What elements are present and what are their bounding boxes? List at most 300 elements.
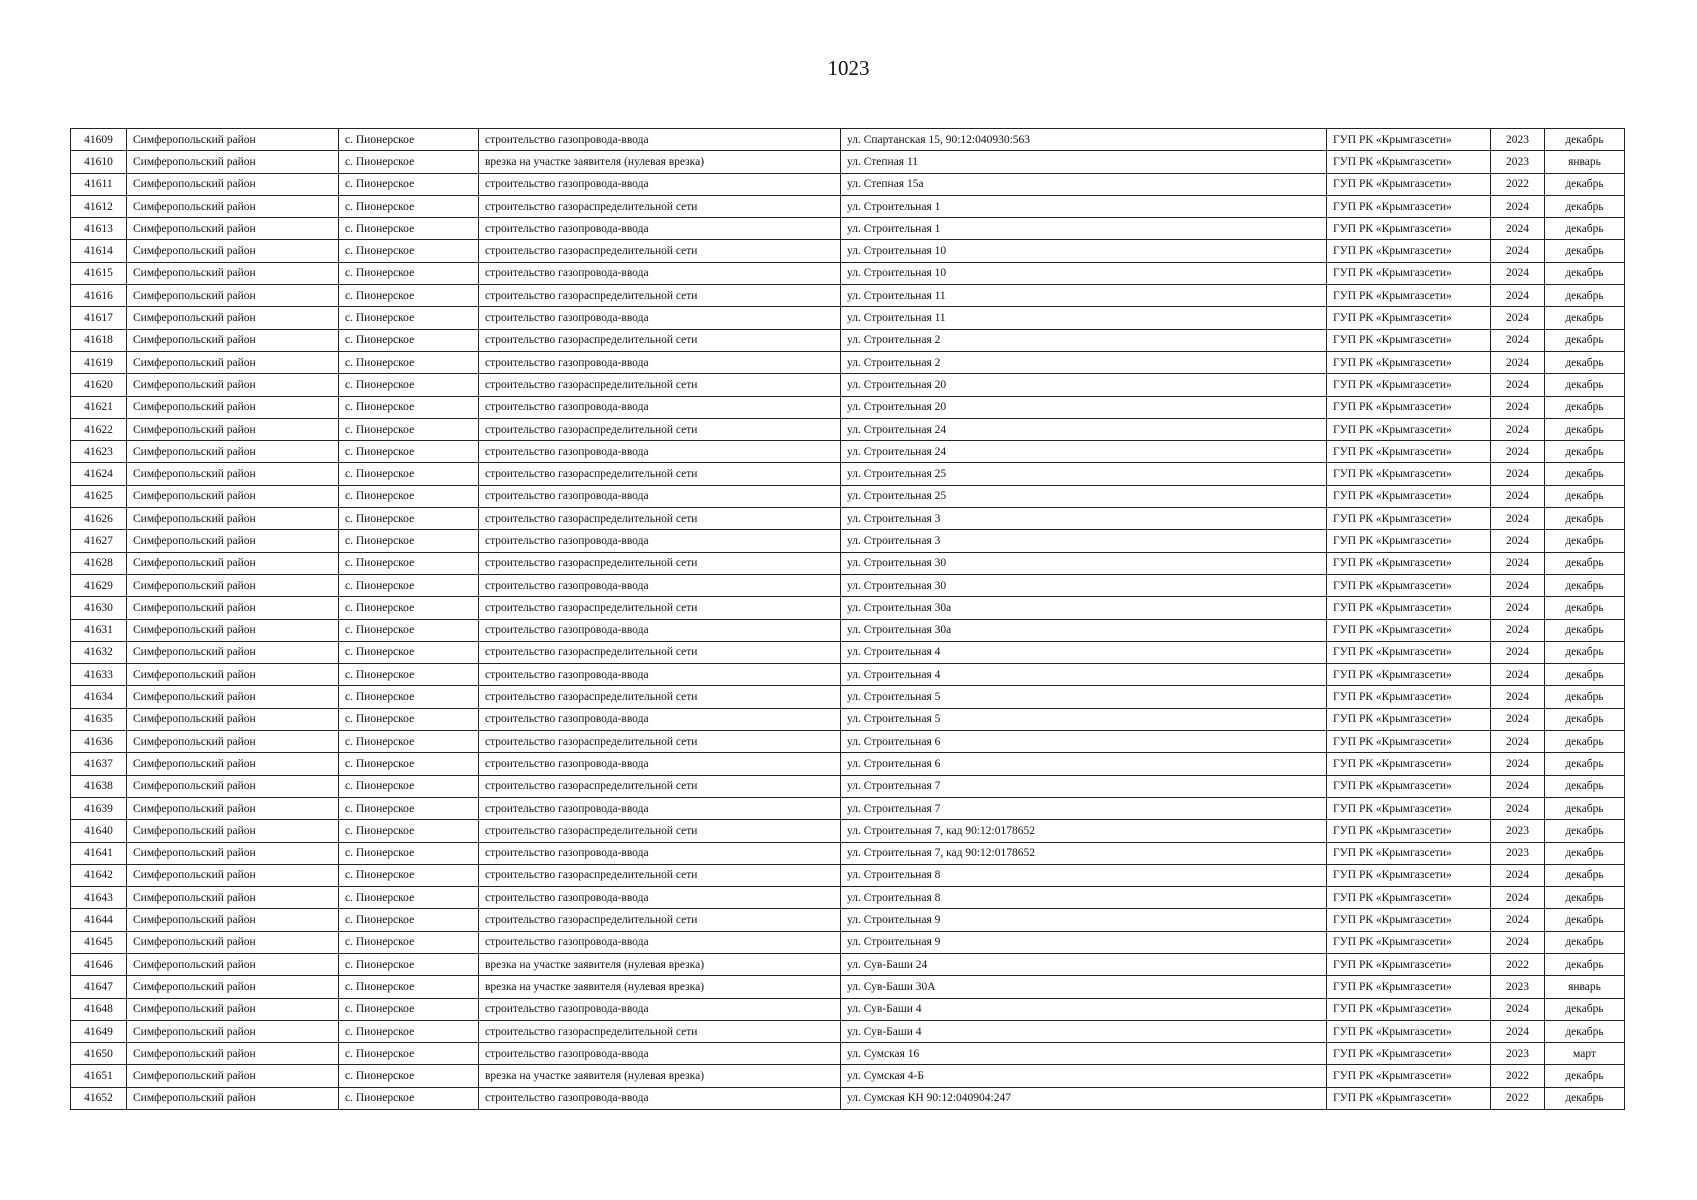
month-cell: декабрь (1545, 664, 1625, 686)
table-row (71, 820, 1625, 842)
year-cell: 2024 (1491, 195, 1545, 217)
month-cell: декабрь (1545, 396, 1625, 418)
work-type-cell: строительство газораспределительной сети (479, 508, 841, 530)
village-cell: с. Пионерское (339, 218, 479, 240)
district-cell: Симферопольский район (127, 976, 339, 998)
work-type-cell: строительство газораспределительной сети (479, 686, 841, 708)
district-cell: Симферопольский район (127, 998, 339, 1020)
village-cell: с. Пионерское (339, 820, 479, 842)
work-type-cell: строительство газопровода-ввода (479, 218, 841, 240)
village-cell: с. Пионерское (339, 173, 479, 195)
row-number-cell: 41637 (71, 753, 127, 775)
organization-cell: ГУП РК «Крымгазсети» (1327, 619, 1491, 641)
month-cell: декабрь (1545, 307, 1625, 329)
year-cell: 2024 (1491, 329, 1545, 351)
address-cell: ул. Строительная 3 (841, 530, 1327, 552)
year-cell: 2024 (1491, 351, 1545, 373)
month-cell: декабрь (1545, 998, 1625, 1020)
village-cell: с. Пионерское (339, 262, 479, 284)
year-cell: 2024 (1491, 931, 1545, 953)
organization-cell: ГУП РК «Крымгазсети» (1327, 441, 1491, 463)
year-cell: 2023 (1491, 820, 1545, 842)
district-cell: Симферопольский район (127, 931, 339, 953)
work-type-cell: строительство газораспределительной сети (479, 418, 841, 440)
month-cell: декабрь (1545, 864, 1625, 886)
organization-cell: ГУП РК «Крымгазсети» (1327, 753, 1491, 775)
table-row (71, 307, 1625, 329)
row-number-cell: 41633 (71, 664, 127, 686)
row-number-cell: 41610 (71, 151, 127, 173)
organization-cell: ГУП РК «Крымгазсети» (1327, 775, 1491, 797)
district-cell: Симферопольский район (127, 797, 339, 819)
district-cell: Симферопольский район (127, 173, 339, 195)
year-cell: 2022 (1491, 953, 1545, 975)
organization-cell: ГУП РК «Крымгазсети» (1327, 307, 1491, 329)
work-type-cell: строительство газопровода-ввода (479, 797, 841, 819)
month-cell: декабрь (1545, 887, 1625, 909)
address-cell: ул. Строительная 11 (841, 285, 1327, 307)
district-cell: Симферопольский район (127, 396, 339, 418)
row-number-cell: 41648 (71, 998, 127, 1020)
work-type-cell: строительство газопровода-ввода (479, 1043, 841, 1065)
table-row (71, 374, 1625, 396)
year-cell: 2024 (1491, 1020, 1545, 1042)
address-cell: ул. Строительная 2 (841, 329, 1327, 351)
month-cell: декабрь (1545, 686, 1625, 708)
district-cell: Симферопольский район (127, 574, 339, 596)
village-cell: с. Пионерское (339, 129, 479, 151)
table-row (71, 195, 1625, 217)
month-cell: декабрь (1545, 597, 1625, 619)
row-number-cell: 41634 (71, 686, 127, 708)
district-cell: Симферопольский район (127, 374, 339, 396)
village-cell: с. Пионерское (339, 976, 479, 998)
village-cell: с. Пионерское (339, 686, 479, 708)
address-cell: ул. Строительная 8 (841, 887, 1327, 909)
district-cell: Симферопольский район (127, 262, 339, 284)
address-cell: ул. Строительная 30 (841, 552, 1327, 574)
organization-cell: ГУП РК «Крымгазсети» (1327, 953, 1491, 975)
organization-cell: ГУП РК «Крымгазсети» (1327, 731, 1491, 753)
year-cell: 2023 (1491, 842, 1545, 864)
table-row (71, 909, 1625, 931)
month-cell: декабрь (1545, 195, 1625, 217)
address-cell: ул. Строительная 8 (841, 864, 1327, 886)
district-cell: Симферопольский район (127, 1065, 339, 1087)
month-cell: декабрь (1545, 441, 1625, 463)
address-cell: ул. Строительная 5 (841, 708, 1327, 730)
work-type-cell: врезка на участке заявителя (нулевая врезка) (479, 151, 841, 173)
work-type-cell: врезка на участке заявителя (нулевая врезка) (479, 1065, 841, 1087)
address-cell: ул. Сумская 16 (841, 1043, 1327, 1065)
row-number-cell: 41611 (71, 173, 127, 195)
work-type-cell: строительство газопровода-ввода (479, 441, 841, 463)
row-number-cell: 41625 (71, 485, 127, 507)
table-row (71, 708, 1625, 730)
table-row (71, 552, 1625, 574)
page-number: 1023 (827, 56, 870, 80)
table-row (71, 285, 1625, 307)
village-cell: с. Пионерское (339, 396, 479, 418)
work-type-cell: строительство газораспределительной сети (479, 240, 841, 262)
month-cell: декабрь (1545, 842, 1625, 864)
work-type-cell: строительство газопровода-ввода (479, 842, 841, 864)
row-number-cell: 41609 (71, 129, 127, 151)
district-cell: Симферопольский район (127, 909, 339, 931)
row-number-cell: 41613 (71, 218, 127, 240)
village-cell: с. Пионерское (339, 1043, 479, 1065)
month-cell: декабрь (1545, 953, 1625, 975)
district-cell: Симферопольский район (127, 195, 339, 217)
district-cell: Симферопольский район (127, 218, 339, 240)
address-cell: ул. Строительная 24 (841, 441, 1327, 463)
village-cell: с. Пионерское (339, 731, 479, 753)
month-cell: декабрь (1545, 374, 1625, 396)
row-number-cell: 41627 (71, 530, 127, 552)
organization-cell: ГУП РК «Крымгазсети» (1327, 998, 1491, 1020)
month-cell: декабрь (1545, 463, 1625, 485)
table-row (71, 619, 1625, 641)
work-type-cell: строительство газораспределительной сети (479, 909, 841, 931)
work-type-cell: строительство газопровода-ввода (479, 998, 841, 1020)
address-cell: ул. Сумская КН 90:12:040904:247 (841, 1087, 1327, 1109)
table-row (71, 463, 1625, 485)
table-row (71, 173, 1625, 195)
year-cell: 2024 (1491, 887, 1545, 909)
row-number-cell: 41626 (71, 508, 127, 530)
row-number-cell: 41629 (71, 574, 127, 596)
row-number-cell: 41643 (71, 887, 127, 909)
work-type-cell: строительство газораспределительной сети (479, 597, 841, 619)
month-cell: декабрь (1545, 753, 1625, 775)
organization-cell: ГУП РК «Крымгазсети» (1327, 418, 1491, 440)
work-type-cell: строительство газопровода-ввода (479, 262, 841, 284)
organization-cell: ГУП РК «Крымгазсети» (1327, 1020, 1491, 1042)
month-cell: декабрь (1545, 351, 1625, 373)
month-cell: декабрь (1545, 173, 1625, 195)
work-type-cell: строительство газопровода-ввода (479, 530, 841, 552)
table-row (71, 508, 1625, 530)
work-type-cell: строительство газопровода-ввода (479, 887, 841, 909)
district-cell: Симферопольский район (127, 530, 339, 552)
work-type-cell: строительство газопровода-ввода (479, 664, 841, 686)
district-cell: Симферопольский район (127, 151, 339, 173)
row-number-cell: 41614 (71, 240, 127, 262)
village-cell: с. Пионерское (339, 1020, 479, 1042)
row-number-cell: 41632 (71, 641, 127, 663)
organization-cell: ГУП РК «Крымгазсети» (1327, 820, 1491, 842)
address-cell: ул. Строительная 25 (841, 485, 1327, 507)
row-number-cell: 41640 (71, 820, 127, 842)
year-cell: 2024 (1491, 463, 1545, 485)
address-cell: ул. Строительная 6 (841, 731, 1327, 753)
year-cell: 2024 (1491, 864, 1545, 886)
row-number-cell: 41635 (71, 708, 127, 730)
month-cell: декабрь (1545, 1020, 1625, 1042)
work-type-cell: строительство газораспределительной сети (479, 195, 841, 217)
year-cell: 2024 (1491, 552, 1545, 574)
address-cell: ул. Строительная 11 (841, 307, 1327, 329)
month-cell: декабрь (1545, 775, 1625, 797)
row-number-cell: 41638 (71, 775, 127, 797)
table-row (71, 976, 1625, 998)
table-row (71, 953, 1625, 975)
village-cell: с. Пионерское (339, 953, 479, 975)
table-row (71, 1020, 1625, 1042)
work-type-cell: строительство газораспределительной сети (479, 775, 841, 797)
village-cell: с. Пионерское (339, 485, 479, 507)
year-cell: 2023 (1491, 976, 1545, 998)
year-cell: 2024 (1491, 285, 1545, 307)
organization-cell: ГУП РК «Крымгазсети» (1327, 396, 1491, 418)
year-cell: 2024 (1491, 641, 1545, 663)
row-number-cell: 41622 (71, 418, 127, 440)
month-cell: декабрь (1545, 285, 1625, 307)
address-cell: ул. Сув-Баши 24 (841, 953, 1327, 975)
organization-cell: ГУП РК «Крымгазсети» (1327, 1087, 1491, 1109)
table-row (71, 1043, 1625, 1065)
organization-cell: ГУП РК «Крымгазсети» (1327, 151, 1491, 173)
month-cell: декабрь (1545, 931, 1625, 953)
address-cell: ул. Строительная 10 (841, 240, 1327, 262)
village-cell: с. Пионерское (339, 887, 479, 909)
work-type-cell: строительство газораспределительной сети (479, 820, 841, 842)
table-row (71, 597, 1625, 619)
row-number-cell: 41631 (71, 619, 127, 641)
table-row (71, 1065, 1625, 1087)
address-cell: ул. Строительная 7 (841, 797, 1327, 819)
month-cell: декабрь (1545, 485, 1625, 507)
work-type-cell: строительство газораспределительной сети (479, 552, 841, 574)
year-cell: 2024 (1491, 708, 1545, 730)
month-cell: декабрь (1545, 574, 1625, 596)
month-cell: декабрь (1545, 731, 1625, 753)
year-cell: 2024 (1491, 240, 1545, 262)
village-cell: с. Пионерское (339, 329, 479, 351)
month-cell: декабрь (1545, 708, 1625, 730)
year-cell: 2024 (1491, 530, 1545, 552)
village-cell: с. Пионерское (339, 151, 479, 173)
row-number-cell: 41617 (71, 307, 127, 329)
address-cell: ул. Строительная 9 (841, 931, 1327, 953)
district-cell: Симферопольский район (127, 753, 339, 775)
table-row (71, 842, 1625, 864)
village-cell: с. Пионерское (339, 797, 479, 819)
row-number-cell: 41612 (71, 195, 127, 217)
village-cell: с. Пионерское (339, 195, 479, 217)
organization-cell: ГУП РК «Крымгазсети» (1327, 574, 1491, 596)
work-type-cell: строительство газораспределительной сети (479, 463, 841, 485)
village-cell: с. Пионерское (339, 463, 479, 485)
work-type-cell: строительство газопровода-ввода (479, 753, 841, 775)
work-type-cell: строительство газораспределительной сети (479, 731, 841, 753)
village-cell: с. Пионерское (339, 285, 479, 307)
table-row (71, 530, 1625, 552)
gasification-registry-table (70, 128, 1625, 1110)
row-number-cell: 41642 (71, 864, 127, 886)
work-type-cell: строительство газопровода-ввода (479, 1087, 841, 1109)
village-cell: с. Пионерское (339, 864, 479, 886)
table-row (71, 351, 1625, 373)
row-number-cell: 41615 (71, 262, 127, 284)
work-type-cell: строительство газораспределительной сети (479, 641, 841, 663)
district-cell: Симферопольский район (127, 1043, 339, 1065)
organization-cell: ГУП РК «Крымгазсети» (1327, 351, 1491, 373)
organization-cell: ГУП РК «Крымгазсети» (1327, 262, 1491, 284)
address-cell: ул. Строительная 25 (841, 463, 1327, 485)
work-type-cell: строительство газопровода-ввода (479, 351, 841, 373)
work-type-cell: врезка на участке заявителя (нулевая врезка) (479, 953, 841, 975)
village-cell: с. Пионерское (339, 508, 479, 530)
village-cell: с. Пионерское (339, 374, 479, 396)
address-cell: ул. Строительная 30 (841, 574, 1327, 596)
table-row (71, 129, 1625, 151)
month-cell: декабрь (1545, 329, 1625, 351)
work-type-cell: строительство газопровода-ввода (479, 619, 841, 641)
year-cell: 2022 (1491, 1087, 1545, 1109)
organization-cell: ГУП РК «Крымгазсети» (1327, 797, 1491, 819)
organization-cell: ГУП РК «Крымгазсети» (1327, 909, 1491, 931)
year-cell: 2022 (1491, 1065, 1545, 1087)
village-cell: с. Пионерское (339, 351, 479, 373)
year-cell: 2024 (1491, 441, 1545, 463)
work-type-cell: строительство газопровода-ввода (479, 129, 841, 151)
village-cell: с. Пионерское (339, 530, 479, 552)
month-cell: декабрь (1545, 797, 1625, 819)
district-cell: Симферопольский район (127, 641, 339, 663)
year-cell: 2023 (1491, 129, 1545, 151)
year-cell: 2024 (1491, 262, 1545, 284)
table-row (71, 753, 1625, 775)
month-cell: декабрь (1545, 262, 1625, 284)
organization-cell: ГУП РК «Крымгазсети» (1327, 285, 1491, 307)
village-cell: с. Пионерское (339, 998, 479, 1020)
district-cell: Симферопольский район (127, 485, 339, 507)
work-type-cell: строительство газораспределительной сети (479, 1020, 841, 1042)
year-cell: 2024 (1491, 374, 1545, 396)
address-cell: ул. Строительная 30а (841, 597, 1327, 619)
district-cell: Симферопольский район (127, 775, 339, 797)
address-cell: ул. Строительная 20 (841, 374, 1327, 396)
year-cell: 2024 (1491, 485, 1545, 507)
year-cell: 2024 (1491, 508, 1545, 530)
address-cell: ул. Сув-Баши 30А (841, 976, 1327, 998)
district-cell: Симферопольский район (127, 708, 339, 730)
district-cell: Симферопольский район (127, 552, 339, 574)
year-cell: 2024 (1491, 753, 1545, 775)
organization-cell: ГУП РК «Крымгазсети» (1327, 664, 1491, 686)
village-cell: с. Пионерское (339, 619, 479, 641)
organization-cell: ГУП РК «Крымгазсети» (1327, 597, 1491, 619)
address-cell: ул. Строительная 7, кад 90:12:0178652 (841, 820, 1327, 842)
address-cell: ул. Строительная 4 (841, 641, 1327, 663)
district-cell: Симферопольский район (127, 418, 339, 440)
work-type-cell: врезка на участке заявителя (нулевая врезка) (479, 976, 841, 998)
table-row (71, 731, 1625, 753)
work-type-cell: строительство газопровода-ввода (479, 485, 841, 507)
work-type-cell: строительство газопровода-ввода (479, 307, 841, 329)
work-type-cell: строительство газопровода-ввода (479, 931, 841, 953)
row-number-cell: 41645 (71, 931, 127, 953)
organization-cell: ГУП РК «Крымгазсети» (1327, 1065, 1491, 1087)
year-cell: 2024 (1491, 998, 1545, 1020)
month-cell: декабрь (1545, 530, 1625, 552)
month-cell: январь (1545, 151, 1625, 173)
village-cell: с. Пионерское (339, 842, 479, 864)
row-number-cell: 41619 (71, 351, 127, 373)
year-cell: 2024 (1491, 619, 1545, 641)
row-number-cell: 41621 (71, 396, 127, 418)
work-type-cell: строительство газопровода-ввода (479, 708, 841, 730)
district-cell: Симферопольский район (127, 597, 339, 619)
address-cell: ул. Строительная 9 (841, 909, 1327, 931)
table-row (71, 418, 1625, 440)
district-cell: Симферопольский район (127, 441, 339, 463)
table-row (71, 396, 1625, 418)
month-cell: декабрь (1545, 508, 1625, 530)
row-number-cell: 41618 (71, 329, 127, 351)
organization-cell: ГУП РК «Крымгазсети» (1327, 129, 1491, 151)
organization-cell: ГУП РК «Крымгазсети» (1327, 329, 1491, 351)
organization-cell: ГУП РК «Крымгазсети» (1327, 708, 1491, 730)
address-cell: ул. Спартанская 15, 90:12:040930:563 (841, 129, 1327, 151)
month-cell: декабрь (1545, 552, 1625, 574)
address-cell: ул. Строительная 1 (841, 195, 1327, 217)
year-cell: 2023 (1491, 151, 1545, 173)
district-cell: Симферопольский район (127, 307, 339, 329)
village-cell: с. Пионерское (339, 708, 479, 730)
district-cell: Симферопольский район (127, 329, 339, 351)
table-row (71, 797, 1625, 819)
address-cell: ул. Строительная 20 (841, 396, 1327, 418)
row-number-cell: 41616 (71, 285, 127, 307)
village-cell: с. Пионерское (339, 775, 479, 797)
district-cell: Симферопольский район (127, 1087, 339, 1109)
district-cell: Симферопольский район (127, 285, 339, 307)
address-cell: ул. Строительная 24 (841, 418, 1327, 440)
village-cell: с. Пионерское (339, 641, 479, 663)
month-cell: декабрь (1545, 218, 1625, 240)
district-cell: Симферопольский район (127, 887, 339, 909)
row-number-cell: 41639 (71, 797, 127, 819)
work-type-cell: строительство газораспределительной сети (479, 864, 841, 886)
month-cell: декабрь (1545, 820, 1625, 842)
address-cell: ул. Строительная 30а (841, 619, 1327, 641)
address-cell: ул. Степная 15а (841, 173, 1327, 195)
table-row (71, 329, 1625, 351)
year-cell: 2024 (1491, 797, 1545, 819)
organization-cell: ГУП РК «Крымгазсети» (1327, 641, 1491, 663)
organization-cell: ГУП РК «Крымгазсети» (1327, 463, 1491, 485)
row-number-cell: 41649 (71, 1020, 127, 1042)
month-cell: декабрь (1545, 619, 1625, 641)
address-cell: ул. Строительная 7 (841, 775, 1327, 797)
district-cell: Симферопольский район (127, 664, 339, 686)
table-row (71, 240, 1625, 262)
organization-cell: ГУП РК «Крымгазсети» (1327, 485, 1491, 507)
row-number-cell: 41628 (71, 552, 127, 574)
organization-cell: ГУП РК «Крымгазсети» (1327, 887, 1491, 909)
address-cell: ул. Степная 11 (841, 151, 1327, 173)
row-number-cell: 41647 (71, 976, 127, 998)
table-row (71, 262, 1625, 284)
table-row (71, 485, 1625, 507)
address-cell: ул. Строительная 4 (841, 664, 1327, 686)
address-cell: ул. Сув-Баши 4 (841, 998, 1327, 1020)
row-number-cell: 41641 (71, 842, 127, 864)
year-cell: 2024 (1491, 218, 1545, 240)
district-cell: Симферопольский район (127, 686, 339, 708)
